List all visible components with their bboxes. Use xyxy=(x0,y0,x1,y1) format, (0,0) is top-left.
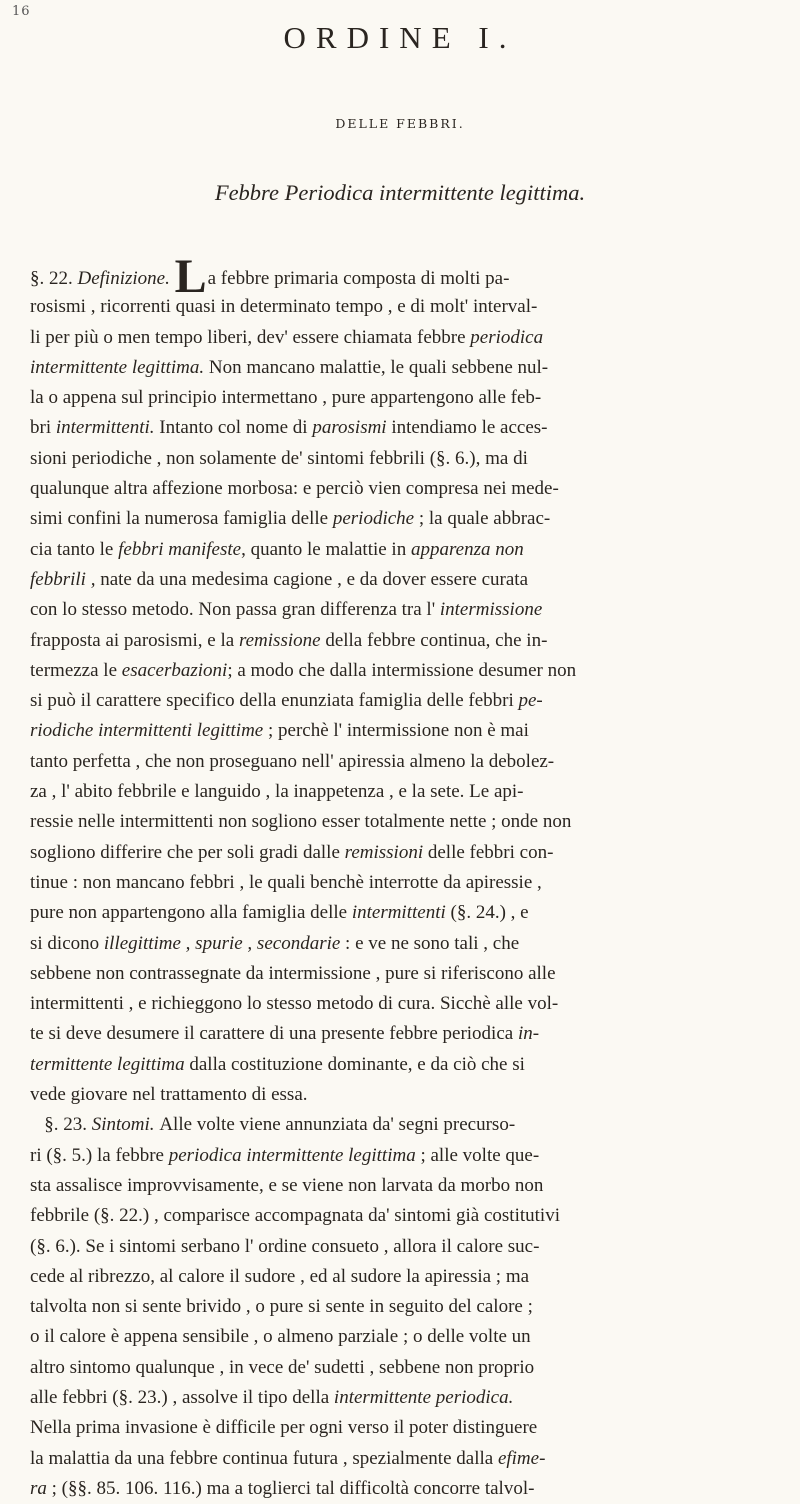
text-segment: (§. 24.) , e xyxy=(445,902,529,924)
italic-text: periodiche xyxy=(332,508,415,530)
text-segment: ; alle volte que- xyxy=(415,1144,540,1166)
text-line xyxy=(30,1141,788,1171)
italic-text: remissioni xyxy=(344,841,424,863)
text-line xyxy=(30,504,788,534)
text-line xyxy=(30,686,788,716)
italic-text: febbrili , xyxy=(30,568,96,590)
text-line xyxy=(30,807,788,837)
text-line xyxy=(30,747,788,777)
text-line xyxy=(30,1050,788,1080)
text-segment: tinue : non mancano febbri , le quali benchè interrotte da apiressie , xyxy=(30,871,542,893)
text-segment: si dicono xyxy=(30,932,104,954)
text-segment: febbrile (§. 22.) , comparisce accompagnata da' sintomi già costitutivi xyxy=(30,1205,560,1227)
text-segment: si può il carattere specifico della enunziata famiglia delle febbri xyxy=(30,690,519,712)
italic-text: apparenza non xyxy=(410,538,524,560)
text-segment: ri (§. 5.) la febbre xyxy=(30,1144,169,1166)
text-line xyxy=(30,959,788,989)
text-segment: §. 22. xyxy=(30,268,78,289)
text-line xyxy=(30,716,788,746)
text-line xyxy=(30,1292,788,1322)
text-line xyxy=(30,777,788,807)
text-segment: ; la quale abbrac- xyxy=(414,508,551,530)
text-segment: Intanto col nome di xyxy=(154,417,313,439)
body-text xyxy=(30,250,788,1504)
text-segment: , quanto le malattie in xyxy=(241,538,411,560)
text-line xyxy=(30,1232,788,1262)
page-number: 16 xyxy=(12,4,31,19)
text-segment: intermittenti , e richieggono lo stesso metodo di cura. Sicchè alle vol- xyxy=(30,993,559,1015)
text-line xyxy=(30,474,788,504)
text-line xyxy=(30,444,788,474)
text-segment: ; a modo che dalla intermissione desumer non xyxy=(227,659,577,681)
text-segment: rosismi , ricorrenti quasi in determinato tempo , e di molt' interval- xyxy=(30,296,538,318)
text-segment: della febbre continua, che in- xyxy=(320,629,548,651)
text-segment: o il calore è appena sensibile , o almeno parziale ; o delle volte un xyxy=(30,1326,531,1348)
text-line xyxy=(30,929,788,959)
text-segment: con lo stesso metodo. Non passa gran differenza tra l' xyxy=(30,599,440,621)
text-segment: ressie nelle intermittenti non sogliono esser totalmente nette ; onde non xyxy=(30,811,572,833)
text-line xyxy=(30,535,788,565)
text-line xyxy=(30,1262,788,1292)
text-line xyxy=(30,383,788,413)
text-segment: frapposta ai parosismi, e la xyxy=(30,629,239,651)
text-line xyxy=(30,1474,788,1504)
italic-text: illegittime , spurie , secondarie xyxy=(103,932,341,954)
italic-text: efime- xyxy=(497,1447,546,1469)
italic-text: intermittente legittima. xyxy=(30,356,205,378)
text-segment: delle febbri con- xyxy=(423,841,554,863)
text-line xyxy=(30,413,788,443)
text-segment: nate da una medesima cagione , e da dover essere curata xyxy=(95,568,529,590)
section-title: Febbre Periodica intermittente legittima. xyxy=(214,180,586,205)
drop-cap: L xyxy=(174,250,207,303)
chapter-header: ORDINE I. xyxy=(283,20,517,55)
text-segment: (§. 6.). Se i sintomi serbano l' ordine consueto , allora il calore suc- xyxy=(30,1235,540,1257)
text-line xyxy=(30,626,788,656)
text-line xyxy=(30,292,788,322)
text-line xyxy=(30,1353,788,1383)
text-segment: sogliono differire che per soli gradi dalle xyxy=(30,841,345,863)
text-line xyxy=(30,1110,788,1140)
text-segment: la malattia da una febbre continua futura , spezialmente dalla xyxy=(30,1447,498,1469)
text-segment: te si deve desumere il carattere di una presente febbre periodica xyxy=(30,1023,518,1045)
text-segment: §. 23. xyxy=(30,1114,92,1136)
text-line xyxy=(30,323,788,353)
italic-text: remissione xyxy=(238,629,321,651)
text-line xyxy=(30,565,788,595)
text-segment: sebbene non contrassegnate da intermissione , pure si riferiscono alle xyxy=(30,962,556,984)
italic-text: febbri manifeste xyxy=(118,538,242,560)
text-segment: sta assalisce improvvisamente, e se viene non larvata da morbo non xyxy=(30,1174,544,1196)
text-segment: li per più o men tempo liberi, dev' essere chiamata febbre xyxy=(30,326,471,348)
text-segment: bri xyxy=(30,417,56,439)
italic-text: intermittenti. xyxy=(55,417,155,439)
text-segment: dalla costituzione dominante, e da ciò che si xyxy=(184,1053,525,1075)
italic-text: intermittente periodica. xyxy=(333,1386,514,1408)
text-segment: a febbre primaria composta di molti pa- xyxy=(207,268,510,289)
italic-text: Definizione. xyxy=(77,268,170,289)
text-line xyxy=(30,1444,788,1474)
text-segment: altro sintomo qualunque , in vece de' sudetti , sebbene non proprio xyxy=(30,1356,535,1378)
text-line xyxy=(30,898,788,928)
text-line xyxy=(30,1413,788,1443)
text-segment: cia tanto le xyxy=(30,538,119,560)
text-segment: vede giovare nel trattamento di essa. xyxy=(30,1084,308,1106)
text-segment: cede al ribrezzo, al calore il sudore , ed al sudore la apiressia ; ma xyxy=(30,1265,530,1287)
text-segment: ; perchè l' intermissione non è mai xyxy=(263,720,529,742)
italic-text: in- xyxy=(517,1023,540,1045)
italic-text: esacerbazioni xyxy=(121,659,228,681)
text-segment: alle febbri (§. 23.) , assolve il tipo della xyxy=(30,1386,334,1408)
text-segment: simi confini la numerosa famiglia delle xyxy=(30,508,333,530)
italic-text: ra xyxy=(30,1477,47,1499)
text-line xyxy=(30,353,788,383)
text-line xyxy=(30,1019,788,1049)
italic-text: Sintomi. xyxy=(91,1114,155,1136)
text-segment: tanto perfetta , che non proseguano nell' apiressia almeno la debolez- xyxy=(30,750,555,772)
italic-text: periodica intermittente legittima xyxy=(168,1144,416,1166)
text-segment: talvolta non si sente brivido , o pure si sente in seguito del calore ; xyxy=(30,1296,533,1318)
italic-text: intermissione xyxy=(439,599,543,621)
chapter-subheader: DELLE FEBBRI. xyxy=(335,116,465,131)
italic-text: parosismi xyxy=(312,417,387,439)
text-line xyxy=(30,868,788,898)
text-line xyxy=(30,595,788,625)
text-segment: sioni periodiche , non solamente de' sintomi febbrili (§. 6.), ma di xyxy=(30,447,528,469)
text-segment: Nella prima invasione è difficile per ogni verso il poter distinguere xyxy=(30,1417,538,1439)
text-segment: Alle volte viene annunziata da' segni precurso- xyxy=(154,1114,516,1136)
italic-text: periodica xyxy=(470,326,544,348)
italic-text: pe- xyxy=(518,690,543,712)
text-segment: termezza le xyxy=(30,659,122,681)
italic-text: intermittenti xyxy=(351,902,446,924)
text-line xyxy=(30,1201,788,1231)
text-segment: qualunque altra affezione morbosa: e perciò vien compresa nei mede- xyxy=(30,478,559,500)
text-segment: za , l' abito febbrile e languido , la inappetenza , e la sete. Le api- xyxy=(30,781,524,803)
text-line xyxy=(30,989,788,1019)
text-line xyxy=(30,838,788,868)
text-line xyxy=(30,1383,788,1413)
text-line xyxy=(30,250,788,303)
text-line xyxy=(30,1080,788,1110)
italic-text: riodiche intermittenti legittime xyxy=(30,720,264,742)
text-segment: pure non appartengono alla famiglia delle xyxy=(30,902,352,924)
text-segment: Non mancano malattie, le quali sebbene nul- xyxy=(204,356,549,378)
text-segment: : e ve ne sono tali , che xyxy=(340,932,520,954)
text-line xyxy=(30,1171,788,1201)
text-segment: ; (§§. 85. 106. 116.) ma a toglierci tal difficoltà concorre talvol- xyxy=(46,1477,535,1499)
text-line xyxy=(30,656,788,686)
text-line xyxy=(30,1322,788,1352)
italic-text: termittente legittima xyxy=(30,1053,185,1075)
text-segment: la o appena sul principio intermettano , pure appartengono alle feb- xyxy=(30,387,542,409)
text-segment: intendiamo le acces- xyxy=(386,417,548,439)
